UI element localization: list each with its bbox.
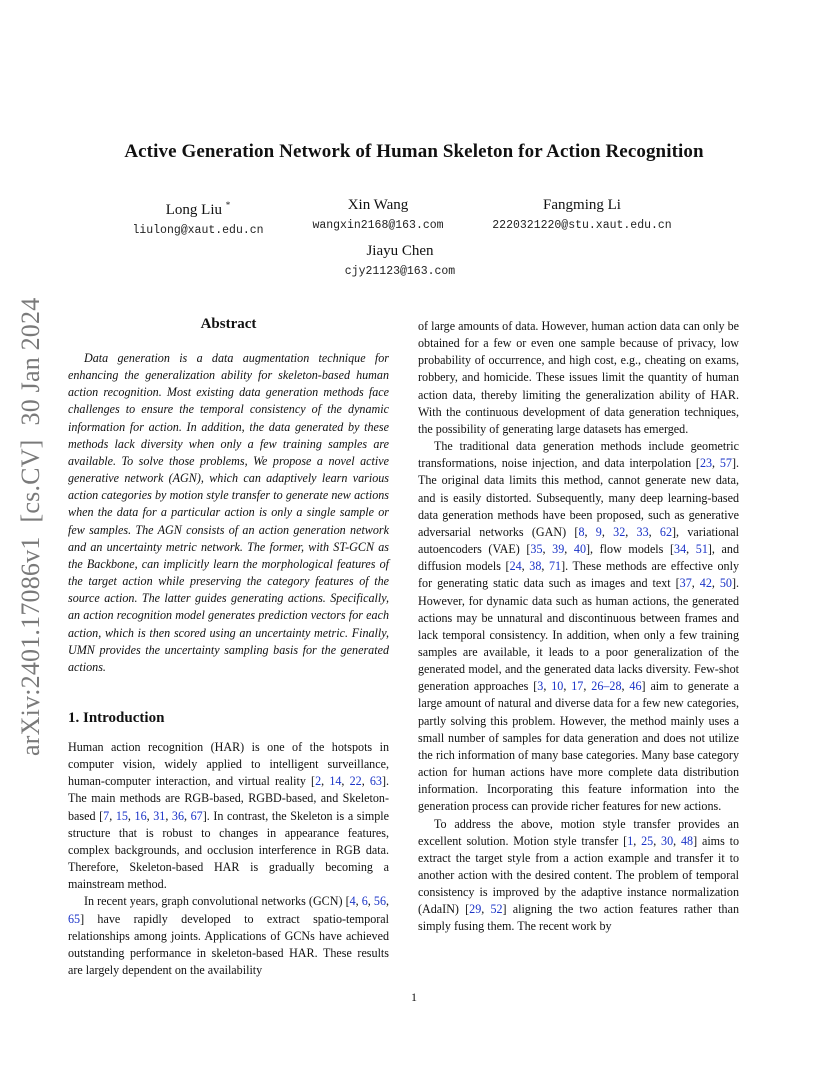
text-run: , (673, 833, 681, 848)
abstract-text: Data generation is a data augmentation technique for enhancing the generalization ability for skeleton-based human action recognition. Most existing data generation methods face challenges to ensure the temporal consistency of the dynamic information for action. In addition, the data generated by these methods lack diversity when only a few training samples are available. To solve those problems, We propose a novel active generative network (AGN), which can adaptively learn various action categories by motion style transfer to generate new actions when the data for a particular action is only a single sample or few samples. The AGN consists of an action generation network and an uncertainty metric network. The former, with ST-GCN as the Backbone, can implicitly learn the morphological features of the target action while preserving the category features of the source action. The latter guides generating actions. Specifically, an action recognition model generates prediction vectors for each action, which is then scored using an uncertainty metric. Finally, UMN provides the uncertainty sampling basis for the generated actions. (68, 351, 389, 674)
text-run: , (543, 679, 552, 694)
citation-link[interactable]: 35 (530, 542, 543, 557)
text-run: ], variational autoencoders (VAE) [ (418, 524, 740, 557)
paragraph (68, 739, 389, 893)
citation-link[interactable]: 23 (699, 456, 713, 471)
text-run: , (584, 524, 596, 539)
text-run: , (361, 774, 370, 789)
author-block (480, 196, 684, 234)
text-run: , (686, 542, 696, 557)
citation-link[interactable]: 65 (68, 911, 81, 926)
author-block (118, 196, 278, 239)
author-email: wangxin2168@163.com (312, 219, 444, 232)
text-run: , (109, 808, 116, 823)
paragraph (418, 816, 739, 936)
citation-link[interactable]: 56 (373, 894, 386, 909)
citation-link[interactable]: 29 (469, 902, 482, 917)
text-run: , (321, 774, 330, 789)
citation-link[interactable]: 8 (578, 524, 585, 539)
citation-link[interactable]: 3 (537, 679, 544, 694)
citation-link[interactable]: 31 (153, 808, 166, 823)
citation-link[interactable]: 33 (636, 524, 649, 539)
text-run: , (625, 524, 637, 539)
citation-link[interactable]: 42 (699, 576, 712, 591)
citation-link[interactable]: 10 (551, 679, 564, 694)
text-run: Human action recognition (HAR) is one of the hotspots in computer vision, widely applied to intelligent surveillance, human-computer interaction, and virtual reality [ (68, 740, 389, 789)
text-run: ] have rapidly developed to extract spatio-temporal relationships among joints. Applications of GCNs have achieved outstanding performance in skeleton-based HAR. These results are largely dependent on the availability (68, 911, 389, 978)
citation-link[interactable]: 32 (613, 524, 626, 539)
text-run: ]. However, for dynamic data such as human actions, the generated actions may be unnatural and discontinuous between frames and lack temporal consistency. In addition, when only a few training samples are available, it leads to a poor generalization of the generated model, and the generated data lacks diversity. Few-shot generation approaches [ (418, 576, 740, 694)
text-run: , (583, 679, 592, 694)
author-block (296, 196, 460, 234)
citation-link[interactable]: 7 (103, 808, 110, 823)
citation-link[interactable]: 36 (171, 808, 185, 823)
corresponding-mark: * (225, 200, 231, 210)
arxiv-date: 30 Jan 2024 (16, 297, 45, 426)
arxiv-id: arXiv:2401.17086v1 (16, 536, 45, 756)
text-run: , (127, 808, 135, 823)
paper-title: Active Generation Network of Human Skeleton for Action Recognition (124, 141, 704, 162)
citation-link[interactable]: 62 (659, 524, 673, 539)
text-run: , (146, 808, 154, 823)
paragraph (418, 438, 739, 815)
text-run: ]. In contrast, the Skeleton is a simple structure that is robust to changes in appearance features, complex backgrounds, and occlusion interference in RGB data. Therefore, Skeleton-based HAR is gradually becoming a mainstream method. (68, 808, 390, 892)
text-run: , (648, 524, 660, 539)
citation-link[interactable]: 52 (490, 902, 503, 917)
citation-link[interactable]: 63 (369, 774, 382, 789)
page-number: 1 (411, 990, 417, 1004)
text-run: , (621, 679, 630, 694)
text-run: In recent years, graph convolutional networks (GCN) [ (84, 894, 350, 909)
text-run: ]. These methods are effective only for generating static data such as images and text [ (418, 559, 740, 591)
text-run: , (184, 808, 191, 823)
text-run: , (563, 679, 572, 694)
text-run: , (711, 576, 720, 591)
text-run: , (165, 808, 172, 823)
citation-link[interactable]: 39 (552, 542, 565, 557)
citation-link[interactable]: 24 (509, 559, 522, 574)
arxiv-stamp (16, 298, 46, 756)
section-heading-introduction: 1. Introduction (68, 710, 165, 726)
text-run: , (564, 542, 574, 557)
text-run: , (691, 576, 700, 591)
text-run: ]. The main methods are RGB-based, RGBD-based, and Skeleton-based [ (68, 774, 390, 823)
citation-link[interactable]: 48 (681, 833, 694, 848)
citation-link[interactable]: 40 (573, 542, 586, 557)
text-run: , (541, 559, 549, 574)
citation-link[interactable]: 16 (134, 808, 147, 823)
text-run: , (341, 774, 350, 789)
citation-link[interactable]: 2 (315, 774, 322, 789)
text-run: ] aims to extract the target style from a action example and transfer it to another action with the desired content. The problem of temporal consistency is improved by the adaptive instance normalization (AdaIN) [ (418, 833, 740, 917)
citation-link[interactable]: 22 (349, 774, 362, 789)
text-run: , (367, 894, 374, 909)
citation-link[interactable]: 30 (661, 833, 674, 848)
citation-link[interactable]: 4 (349, 894, 356, 909)
text-run: To address the above, motion style transfer provides an excellent solution. Motion style transfer [ (418, 816, 739, 848)
text-run: , (653, 833, 662, 848)
citation-link[interactable]: 37 (679, 576, 692, 591)
text-run: ], flow models [ (585, 542, 675, 557)
author-name: Xin Wang (347, 197, 409, 213)
author-name: Jiayu Chen (366, 243, 434, 259)
text-run: , (633, 833, 642, 848)
citation-link[interactable]: 26–28 (591, 679, 622, 694)
citation-link[interactable]: 6 (361, 894, 368, 909)
citation-link[interactable]: 9 (595, 524, 602, 539)
citation-link[interactable]: 1 (627, 833, 634, 848)
citation-link[interactable]: 25 (641, 833, 654, 848)
author-block (320, 242, 480, 280)
text-run: The traditional data generation methods include geometric transformations, noise injection, and data interpolation [ (418, 439, 739, 471)
paragraph: of large amounts of data. However, human action data can only be obtained for a few or even one sample because of privacy, low probability of occurrence, and high cost, e.g., cheating on exams, robbery, and homicide. These issues limit the quantity of human action data, thereby limiting the generalization ability of HAR. With the continuous development of data generation techniques, the possibility of generating large datasets has emerged. (418, 319, 739, 436)
text-run: , (601, 524, 614, 539)
author-email: liulong@xaut.edu.cn (132, 224, 264, 237)
author-name: Long Liu (165, 202, 222, 218)
citation-link[interactable]: 67 (190, 808, 203, 823)
text-run: ] aim to generate a large amount of natural and diverse data for a few new categories, partly solving this problem. However, the method mainly uses a small number of samples for data generation and does not utilize the rich information of many base categories. Many base category action for human actions have more complete data distribution information. Incorporating this feature information into the generation process can provide richer features for new actions. (418, 679, 739, 814)
citation-link[interactable]: 57 (719, 456, 732, 471)
text-run: ]. The original data limits this method, cannot generate new data, and is easily distorted. Subsequently, many deep learning-based data generation methods have been proposed, such as generative adversarial networks (GAN) [ (418, 456, 739, 539)
paragraph (68, 893, 389, 979)
arxiv-category: [cs.CV] (16, 439, 45, 523)
citation-link[interactable]: 38 (529, 559, 542, 574)
citation-link[interactable]: 51 (695, 542, 708, 557)
text-run: , (712, 456, 720, 471)
citation-link[interactable]: 71 (548, 559, 562, 574)
text-run: ], and diffusion models [ (418, 542, 739, 574)
author-email: 2220321220@stu.xaut.edu.cn (492, 219, 672, 232)
text-run: , (385, 894, 390, 909)
text-run: , (521, 559, 530, 574)
citation-link[interactable]: 17 (571, 679, 584, 694)
introduction-body (68, 739, 389, 979)
citation-link[interactable]: 34 (674, 542, 687, 557)
text-run: , (542, 542, 553, 557)
abstract-heading: Abstract (200, 316, 257, 332)
citation-link[interactable]: 46 (629, 679, 642, 694)
text-run: ] aligning the two action features rather than simply fusing them. The recent work by (418, 902, 740, 934)
citation-link[interactable]: 14 (329, 774, 342, 789)
abstract-body (68, 350, 389, 676)
author-email: cjy21123@163.com (344, 265, 456, 278)
text-run: , (355, 894, 362, 909)
author-name: Fangming Li (543, 197, 621, 213)
text-run: , (481, 902, 491, 917)
citation-link[interactable]: 15 (115, 808, 128, 823)
right-column-body (418, 318, 739, 936)
citation-link[interactable]: 50 (719, 576, 732, 591)
